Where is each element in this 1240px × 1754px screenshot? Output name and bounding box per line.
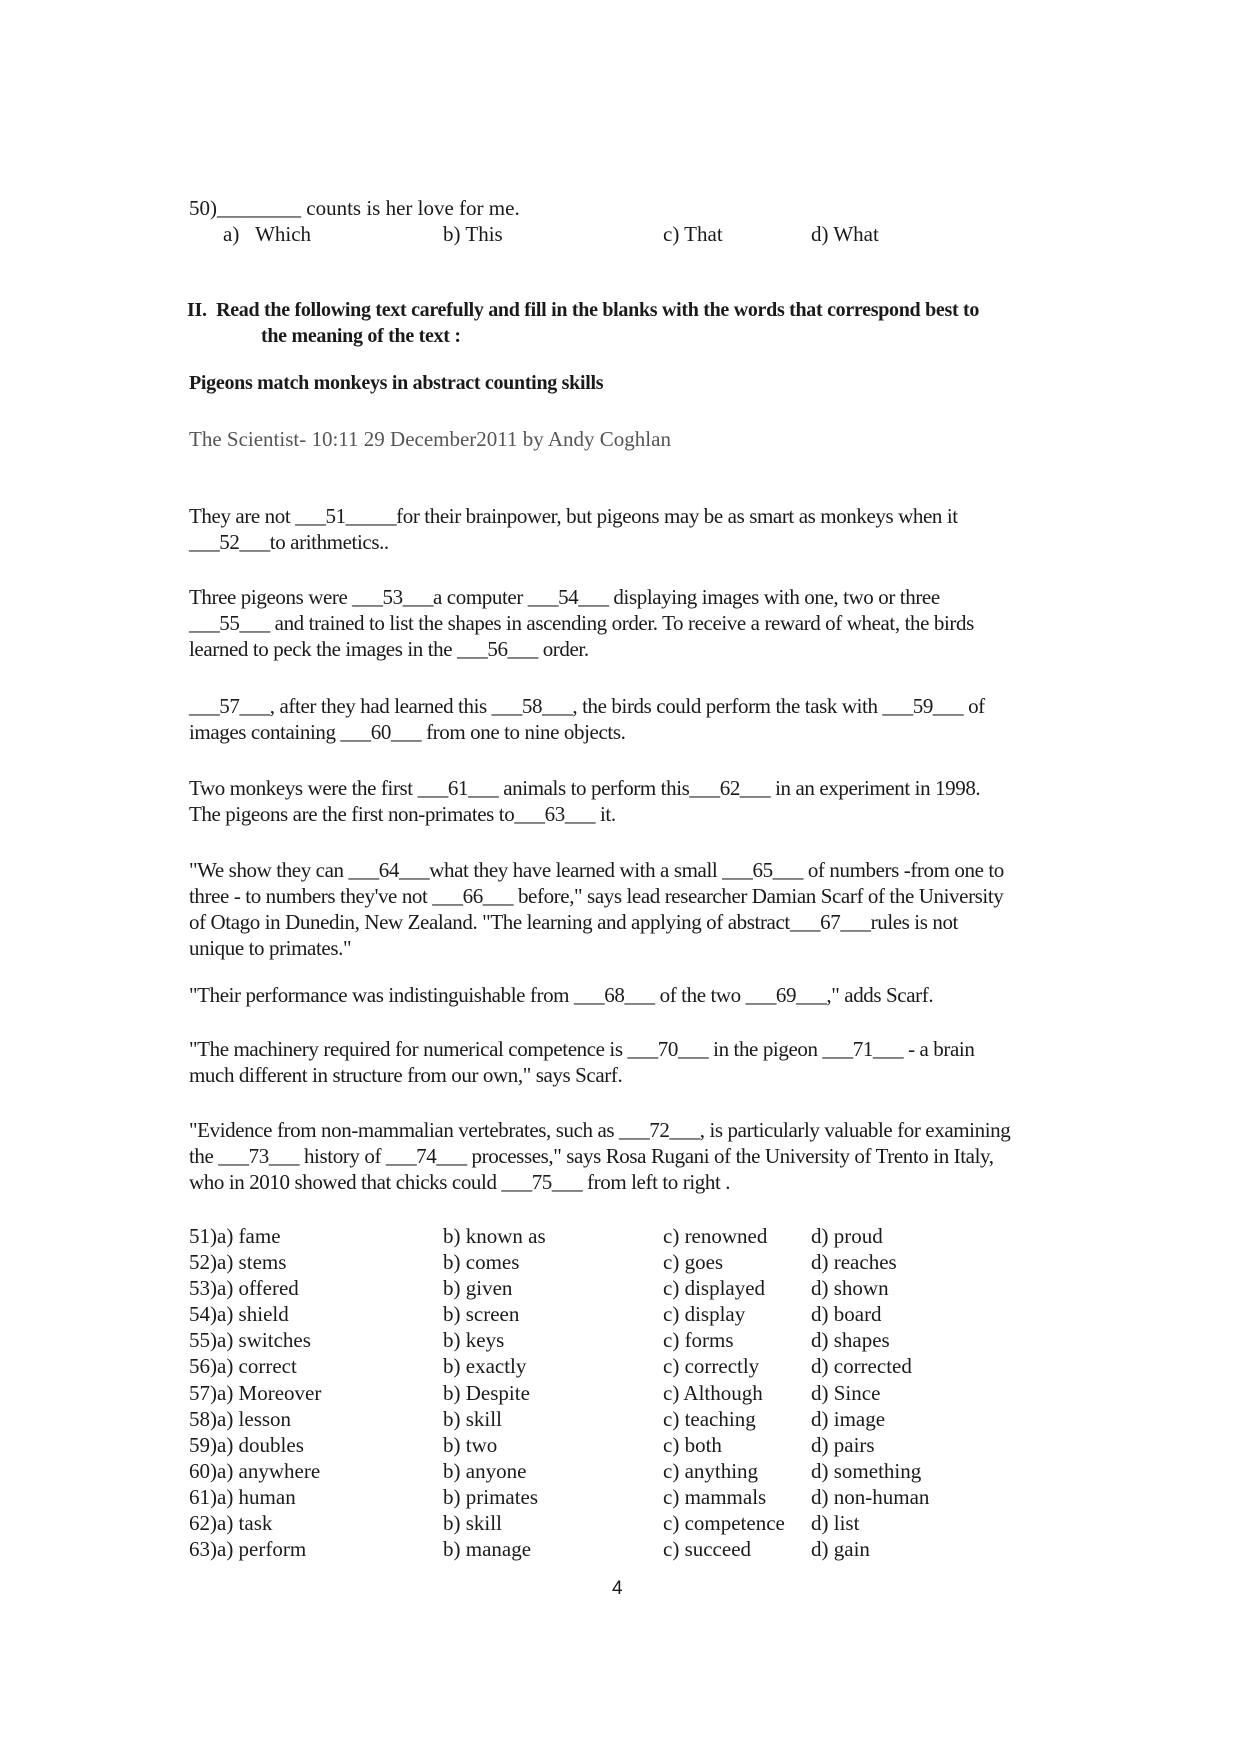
question-50-option-b: b) This: [443, 222, 503, 246]
answer-option-c: c) teaching: [663, 1406, 756, 1431]
answer-option-d: d) shapes: [811, 1328, 890, 1353]
paragraph-line: the ___73___ history of ___74___ processes," says Rosa Rugani of the University of Trento in Italy,: [189, 1144, 994, 1168]
section-instruction-cont: the meaning of the text :: [261, 325, 461, 347]
answer-option-d: d) Since: [811, 1380, 881, 1405]
answer-option-a: 51)a) fame: [189, 1224, 281, 1248]
paragraph-4: [189, 775, 1089, 827]
paragraph-7: [189, 1036, 1089, 1088]
answer-option-a: 55)a) switches: [189, 1328, 311, 1353]
paragraph-line: ___55___ and trained to list the shapes in ascending order. To receive a reward of wheat, the birds: [189, 611, 974, 635]
answer-option-c: c) correctly: [663, 1354, 760, 1379]
paragraph-line: "We show they can ___64___what they have learned with a small ___65___ of numbers -from one to: [189, 858, 1004, 882]
answer-option-d: d) non-human: [811, 1484, 930, 1509]
answer-option-a: 59)a) doubles: [189, 1432, 304, 1457]
answer-option-b: b) anyone: [443, 1458, 527, 1483]
answer-option-d: d) gain: [811, 1537, 870, 1562]
answer-option-a: 63)a) perform: [189, 1537, 307, 1562]
answer-option-c: c) displayed: [663, 1276, 766, 1301]
answer-option-b: b) given: [443, 1276, 513, 1301]
answer-option-a: 61)a) human: [189, 1484, 296, 1509]
question-50-stem: 50)________ counts is her love for me.: [189, 196, 520, 220]
answer-option-b: b) manage: [443, 1537, 532, 1562]
answer-option-a: 57)a) Moreover: [189, 1380, 322, 1405]
answer-option-c: c) anything: [663, 1458, 759, 1483]
paragraph-line: "Their performance was indistinguishable from ___68___ of the two ___69___," adds Scarf.: [189, 983, 934, 1007]
answer-option-c: c) goes: [663, 1250, 724, 1275]
paragraph-6: [189, 982, 1089, 1008]
answer-option-a: 54)a) shield: [189, 1302, 289, 1327]
answer-option-c: c) renowned: [663, 1224, 768, 1248]
answer-option-b: b) known as: [443, 1224, 546, 1248]
answer-option-a: 62)a) task: [189, 1511, 273, 1536]
answer-option-c: c) both: [663, 1432, 722, 1457]
answer-option-c: c) competence: [663, 1511, 785, 1536]
answer-option-b: b) primates: [443, 1484, 539, 1509]
answer-option-b: b) two: [443, 1432, 498, 1457]
paragraph-line: "Evidence from non-mammalian vertebrates, such as ___72___, is particularly valuable for examining: [189, 1118, 1011, 1142]
paragraph-line: who in 2010 showed that chicks could ___75___ from left to right .: [189, 1170, 731, 1194]
answer-option-d: d) list: [811, 1511, 860, 1536]
answer-option-b: b) screen: [443, 1302, 520, 1327]
paragraph-1: [189, 503, 1089, 555]
answer-option-d: d) board: [811, 1302, 882, 1327]
section-instruction: II. Read the following text carefully and fill in the blanks with the words that correspond best to: [187, 299, 980, 321]
answer-option-b: b) Despite: [443, 1380, 530, 1405]
paragraph-line: They are not ___51_____for their brainpower, but pigeons may be as smart as monkeys when it: [189, 504, 958, 528]
paragraph-line: three - to numbers they've not ___66___ before," says lead researcher Damian Scarf of the University: [189, 884, 1004, 908]
paragraph-line: Two monkeys were the first ___61___ animals to perform this___62___ in an experiment in 1998.: [189, 776, 981, 800]
question-50-option-a: a) Which: [223, 222, 312, 246]
answer-option-d: d) pairs: [811, 1432, 875, 1457]
paragraph-3: [189, 693, 1089, 745]
answer-option-d: d) shown: [811, 1276, 889, 1301]
paragraph-line: much different in structure from our own," says Scarf.: [189, 1063, 623, 1087]
answer-option-c: c) mammals: [663, 1484, 767, 1509]
paragraph-2: [189, 584, 1089, 662]
question-50-option-c: c) That: [663, 222, 723, 246]
answer-option-c: c) forms: [663, 1328, 734, 1353]
answer-option-d: d) reaches: [811, 1250, 897, 1275]
answer-option-a: 58)a) lesson: [189, 1406, 292, 1431]
paragraph-line: images containing ___60___ from one to nine objects.: [189, 720, 626, 744]
paragraph-line: The pigeons are the first non-primates to___63___ it.: [189, 802, 616, 826]
paragraph-8: [189, 1117, 1089, 1195]
paragraph-line: ___52___to arithmetics..: [189, 530, 389, 554]
answer-option-d: d) something: [811, 1458, 922, 1483]
answer-option-c: c) Although: [663, 1380, 763, 1405]
question-50-option-d: d) What: [811, 222, 879, 246]
answer-option-b: b) comes: [443, 1250, 520, 1275]
paragraph-line: unique to primates.": [189, 936, 352, 960]
paragraph-line: Three pigeons were ___53___a computer ___54___ displaying images with one, two or three: [189, 585, 940, 609]
answer-option-a: 53)a) offered: [189, 1276, 299, 1301]
answer-option-b: b) skill: [443, 1406, 502, 1431]
paragraph-line: of Otago in Dunedin, New Zealand. "The learning and applying of abstract___67___rules is not: [189, 910, 958, 934]
article-source: The Scientist- 10:11 29 December2011 by Andy Coghlan: [189, 427, 671, 451]
paragraph-5: [189, 857, 1089, 961]
paragraph-line: learned to peck the images in the ___56___ order.: [189, 637, 589, 661]
answer-option-b: b) exactly: [443, 1354, 527, 1379]
answer-option-a: 60)a) anywhere: [189, 1458, 321, 1483]
article-title: Pigeons match monkeys in abstract counting skills: [189, 372, 604, 394]
answer-option-d: d) proud: [811, 1224, 883, 1248]
answer-option-b: b) skill: [443, 1511, 502, 1536]
answer-option-d: d) image: [811, 1406, 886, 1431]
paragraph-line: ___57___, after they had learned this ___58___, the birds could perform the task with ___59___ of: [189, 694, 985, 718]
answer-option-a: 56)a) correct: [189, 1354, 297, 1379]
answer-option-b: b) keys: [443, 1328, 505, 1353]
answer-option-d: d) corrected: [811, 1354, 912, 1379]
page-number: 4: [612, 1578, 623, 1599]
paragraph-line: "The machinery required for numerical competence is ___70___ in the pigeon ___71___ - a brain: [189, 1037, 975, 1061]
answer-option-c: c) succeed: [663, 1537, 752, 1562]
answer-option-a: 52)a) stems: [189, 1250, 287, 1275]
answer-option-c: c) display: [663, 1302, 746, 1327]
